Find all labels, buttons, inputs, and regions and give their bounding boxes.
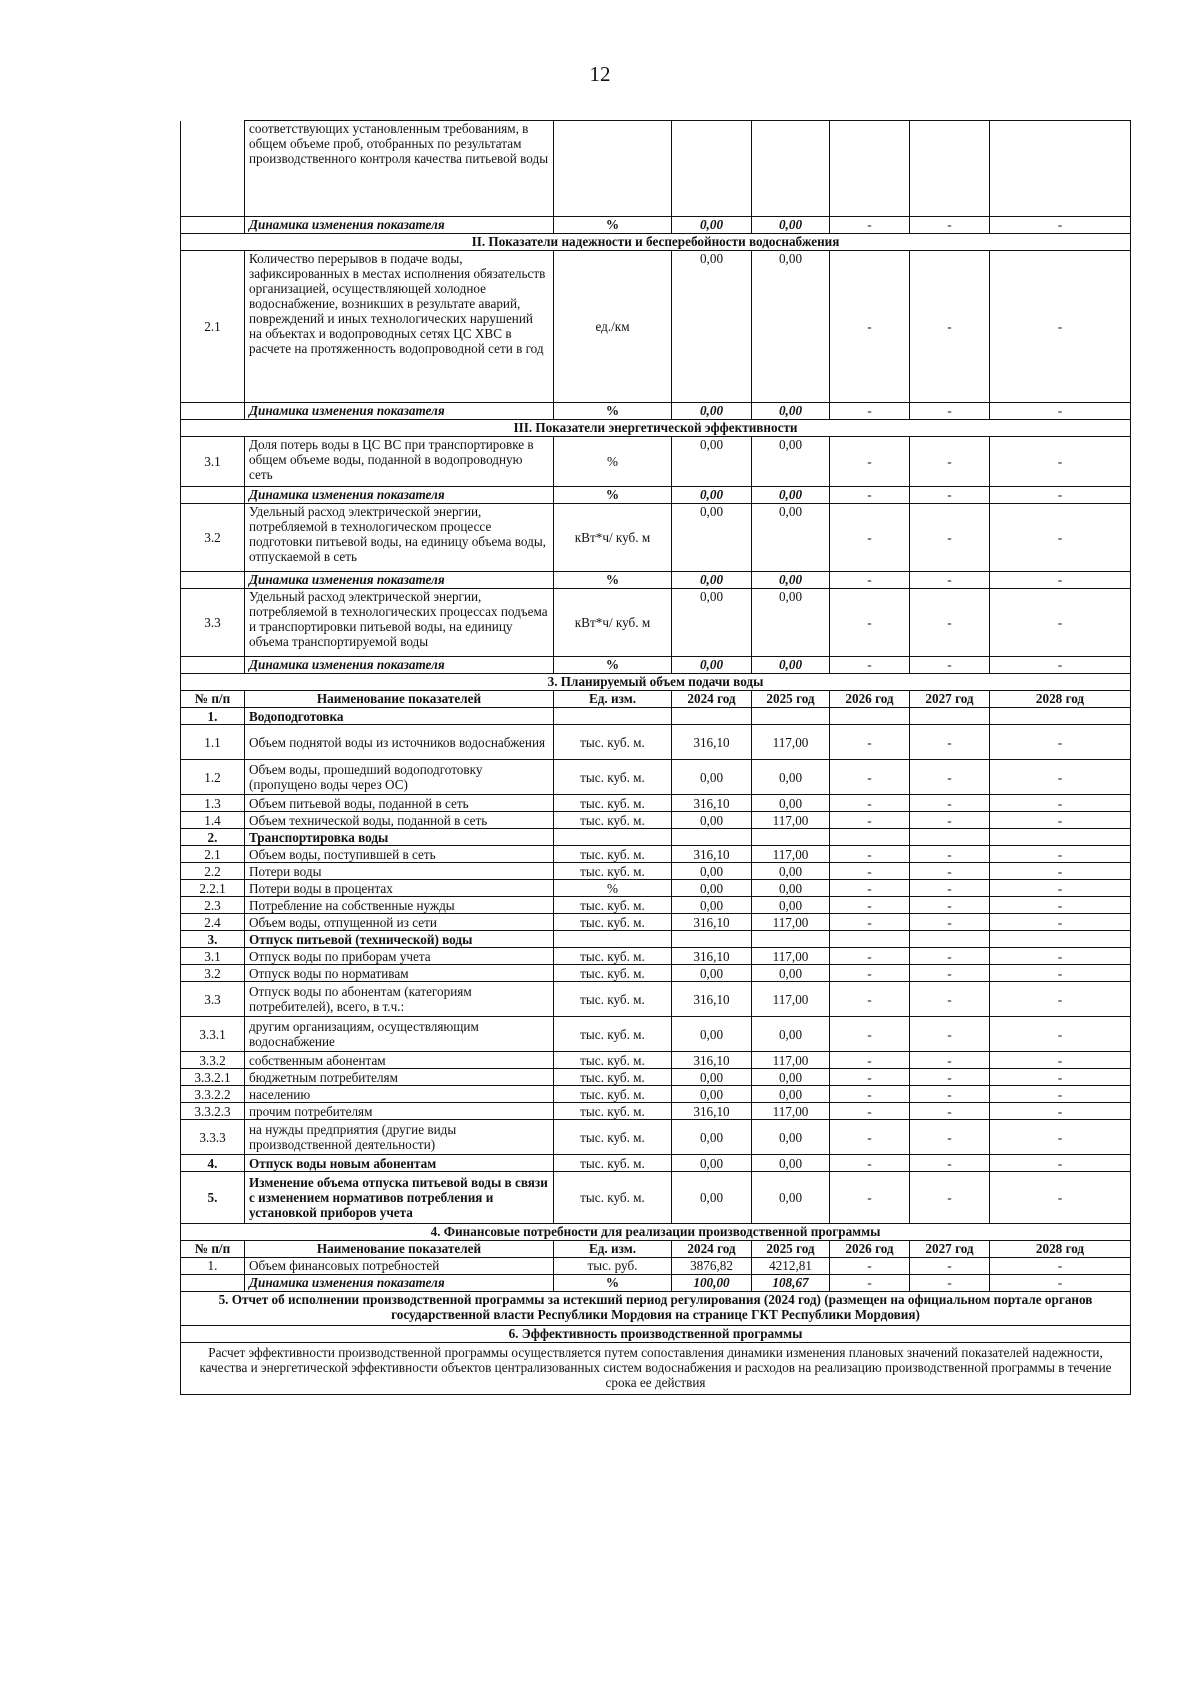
- section-heading: 6. Эффективность производственной программы: [181, 1326, 1131, 1343]
- value-2026: -: [830, 1086, 910, 1103]
- row-name: населению: [245, 1086, 554, 1103]
- row-name: Объем поднятой воды из источников водоснабжения: [245, 725, 554, 760]
- group-heading-row: [181, 708, 1131, 725]
- value-2024: 316,10: [672, 725, 752, 760]
- production-program-table: [180, 120, 1131, 1395]
- value-2028: -: [990, 1103, 1131, 1120]
- value-2025: 0,00: [752, 795, 830, 812]
- row-number: 1.: [181, 708, 245, 725]
- value-2028: -: [990, 982, 1131, 1017]
- value-2027: -: [910, 948, 990, 965]
- row-number: 2.1: [181, 846, 245, 863]
- column-header: 2027 год: [910, 1241, 990, 1258]
- row-name: Потери воды: [245, 863, 554, 880]
- value-2025: 117,00: [752, 812, 830, 829]
- value-2026: -: [830, 1172, 910, 1224]
- value-2026: -: [830, 795, 910, 812]
- table-row: [181, 1069, 1131, 1086]
- column-header: Наименование показателей: [245, 1241, 554, 1258]
- value-2024: 0,00: [672, 812, 752, 829]
- indicator-name: соответствующих установленным требованиям, в общем объеме проб, отобранных по результатам производственного контроля качества питьевой воды: [245, 121, 554, 217]
- value-2025: 0,00: [752, 1172, 830, 1224]
- row-name: Потери воды в процентах: [245, 880, 554, 897]
- table-row: [181, 1155, 1131, 1172]
- value-2026: -: [830, 760, 910, 795]
- value-2027: -: [910, 1017, 990, 1052]
- row-number: 1.4: [181, 812, 245, 829]
- quality-row-tail: [181, 121, 1131, 217]
- table-row: [181, 846, 1131, 863]
- value-2024: 0,00: [672, 1120, 752, 1155]
- value-2027: -: [910, 1069, 990, 1086]
- value-2026: -: [830, 897, 910, 914]
- row-number: 4.: [181, 1155, 245, 1172]
- row-number: 1.2: [181, 760, 245, 795]
- row-unit: тыс. куб. м.: [554, 725, 672, 760]
- table-row: [181, 1086, 1131, 1103]
- value-2024: 316,10: [672, 1103, 752, 1120]
- dynamics-row: Динамика изменения показателя % 0,00 0,00 - - -: [181, 572, 1131, 589]
- value-2024: 316,10: [672, 948, 752, 965]
- efficiency-note: Расчет эффективности производственной программы осуществляется путем сопоставления динамики изменения плановых значений показателей надежности, качества и энергетической эффективности объектов централизованных систем водоснабжения и расходов на реализацию производственной программы в течение срока ее действия: [181, 1343, 1131, 1395]
- volume-rows: [181, 708, 1131, 1224]
- value-2026: -: [830, 863, 910, 880]
- value-2028: -: [990, 1172, 1131, 1224]
- row-unit: тыс. куб. м.: [554, 846, 672, 863]
- row-name: другим организациям, осуществляющим водоснабжение: [245, 1017, 554, 1052]
- column-header: Ед. изм.: [554, 691, 672, 708]
- column-header: 2026 год: [830, 691, 910, 708]
- row-name: Объем технической воды, поданной в сеть: [245, 812, 554, 829]
- page-number: 12: [589, 62, 611, 86]
- value-2024: 316,10: [672, 795, 752, 812]
- row-number-cell: [181, 121, 245, 217]
- row-unit: тыс. куб. м.: [554, 1086, 672, 1103]
- value-2026: -: [830, 846, 910, 863]
- table-row: 1. Объем финансовых потребностей тыс. руб. 3876,82 4212,81 - - -: [181, 1258, 1131, 1275]
- column-header: № п/п: [181, 691, 245, 708]
- value-2026: -: [830, 1120, 910, 1155]
- value-2024: 316,10: [672, 914, 752, 931]
- row-number: 2.2.1: [181, 880, 245, 897]
- table-row: [181, 795, 1131, 812]
- value-2026: -: [830, 1155, 910, 1172]
- table-row: [181, 982, 1131, 1017]
- value-2025: 117,00: [752, 846, 830, 863]
- column-header: 2024 год: [672, 1241, 752, 1258]
- row-unit: тыс. куб. м.: [554, 1120, 672, 1155]
- section-heading: II. Показатели надежности и бесперебойности водоснабжения: [181, 234, 1131, 251]
- row-unit: тыс. куб. м.: [554, 812, 672, 829]
- row-name: Отпуск воды новым абонентам: [245, 1155, 554, 1172]
- value-2028: -: [990, 880, 1131, 897]
- section-heading: 4. Финансовые потребности для реализации производственной программы: [181, 1224, 1131, 1241]
- value-2026: -: [830, 1052, 910, 1069]
- value-2025: 117,00: [752, 948, 830, 965]
- row-number: 1.1: [181, 725, 245, 760]
- value-2028: -: [990, 965, 1131, 982]
- value-2024: 0,00: [672, 1155, 752, 1172]
- value-2025: 117,00: [752, 914, 830, 931]
- row-name: прочим потребителям: [245, 1103, 554, 1120]
- report-heading: 5. Отчет об исполнении производственной программы за истекший период регулирования (2024 год) (размещен на официальном портале органов государственной власти Республики Мордовия на странице ГКТ Республики Мордовия): [181, 1292, 1131, 1326]
- row-unit: %: [554, 880, 672, 897]
- table-row: [181, 897, 1131, 914]
- value-2027: -: [910, 1155, 990, 1172]
- row-number: 3.3.2.2: [181, 1086, 245, 1103]
- value-2025: 0,00: [752, 1086, 830, 1103]
- row-name: на нужды предприятия (другие виды производственной деятельности): [245, 1120, 554, 1155]
- row-name: Отпуск воды по абонентам (категориям потребителей), всего, в т.ч.:: [245, 982, 554, 1017]
- section-heading: 3. Планируемый объем подачи воды: [181, 674, 1131, 691]
- value-2025: 117,00: [752, 1052, 830, 1069]
- group-heading-row: [181, 931, 1131, 948]
- row-name: Транспортировка воды: [245, 829, 554, 846]
- indicator-row: 3.1 Доля потерь воды в ЦС ВС при транспортировке в общем объеме воды, поданной в водопроводную сеть % 0,00 0,00 - - -: [181, 437, 1131, 487]
- value-2026: -: [830, 982, 910, 1017]
- value-2028: -: [990, 948, 1131, 965]
- row-unit: тыс. куб. м.: [554, 1155, 672, 1172]
- value-2027: -: [910, 725, 990, 760]
- row-name: Отпуск воды по нормативам: [245, 965, 554, 982]
- value-2027: -: [910, 863, 990, 880]
- row-name: Объем воды, поступившей в сеть: [245, 846, 554, 863]
- value-2025: 0,00: [752, 965, 830, 982]
- row-name: Объем воды, отпущенной из сети: [245, 914, 554, 931]
- row-number: 2.4: [181, 914, 245, 931]
- value-2027: -: [910, 795, 990, 812]
- row-unit: тыс. куб. м.: [554, 760, 672, 795]
- column-header: Ед. изм.: [554, 1241, 672, 1258]
- value-2027: -: [910, 982, 990, 1017]
- value-2028: -: [990, 812, 1131, 829]
- table-row: [181, 914, 1131, 931]
- group-heading-row: [181, 829, 1131, 846]
- value-2027: -: [910, 1172, 990, 1224]
- row-name: Потребление на собственные нужды: [245, 897, 554, 914]
- column-header: 2025 год: [752, 691, 830, 708]
- table-row: [181, 1052, 1131, 1069]
- value-2027: -: [910, 914, 990, 931]
- row-name: собственным абонентам: [245, 1052, 554, 1069]
- row-unit: тыс. куб. м.: [554, 982, 672, 1017]
- column-headers: [181, 1241, 1131, 1258]
- column-header: Наименование показателей: [245, 691, 554, 708]
- value-2028: -: [990, 1086, 1131, 1103]
- value-2024: 0,00: [672, 1086, 752, 1103]
- indicator-row: 2.1 Количество перерывов в подаче воды, зафиксированных в местах исполнения обязательств организацией, осуществляющей холодное водоснабжение, возникших в результате аварий, повреждений и иных технологических нарушений на объектах и водопроводных сетях ЦС ХВС в расчете на протяженность водопроводной сети в год ед./км 0,00 0,00 - - -: [181, 251, 1131, 403]
- value-2028: -: [990, 725, 1131, 760]
- row-name: Отпуск воды по приборам учета: [245, 948, 554, 965]
- row-unit: тыс. куб. м.: [554, 795, 672, 812]
- value-2028: -: [990, 914, 1131, 931]
- value-2026: -: [830, 1017, 910, 1052]
- value-2026: -: [830, 725, 910, 760]
- row-unit: тыс. куб. м.: [554, 1069, 672, 1086]
- column-header: 2027 год: [910, 691, 990, 708]
- column-header: 2028 год: [990, 691, 1131, 708]
- value-2024: 0,00: [672, 1172, 752, 1224]
- row-unit: тыс. куб. м.: [554, 863, 672, 880]
- row-unit: тыс. куб. м.: [554, 1017, 672, 1052]
- column-header: 2028 год: [990, 1241, 1131, 1258]
- row-name: бюджетным потребителям: [245, 1069, 554, 1086]
- value-2024: 0,00: [672, 1017, 752, 1052]
- dynamics-label: Динамика изменения показателя: [245, 217, 554, 234]
- table-row: [181, 760, 1131, 795]
- column-headers: [181, 691, 1131, 708]
- row-name: Водоподготовка: [245, 708, 554, 725]
- value-2028: -: [990, 897, 1131, 914]
- dynamics-row: Динамика изменения показателя % 0,00 0,00 - - -: [181, 487, 1131, 504]
- value-2024: 0,00: [672, 965, 752, 982]
- value-2028: -: [990, 1120, 1131, 1155]
- value-2026: -: [830, 812, 910, 829]
- table-row: [181, 948, 1131, 965]
- value-2025: 0,00: [752, 1155, 830, 1172]
- table-row: [181, 863, 1131, 880]
- row-number: 3.3.1: [181, 1017, 245, 1052]
- value-2025: 0,00: [752, 1120, 830, 1155]
- column-header: 2024 год: [672, 691, 752, 708]
- row-number: 3.3.3: [181, 1120, 245, 1155]
- value-2028: -: [990, 846, 1131, 863]
- row-number: 1.3: [181, 795, 245, 812]
- indicator-row: 3.2 Удельный расход электрической энергии, потребляемой в технологическом процессе подготовки питьевой воды, на единицу объема воды, отпускаемой в сеть кВт*ч/ куб. м 0,00 0,00 - - -: [181, 504, 1131, 572]
- value-2024: 316,10: [672, 1052, 752, 1069]
- row-unit: тыс. куб. м.: [554, 948, 672, 965]
- value-2024: 0,00: [672, 1069, 752, 1086]
- value-2028: -: [990, 760, 1131, 795]
- value-2025: 0,00: [752, 863, 830, 880]
- table-row: [181, 725, 1131, 760]
- value-2026: -: [830, 1069, 910, 1086]
- value-2025: 0,00: [752, 1017, 830, 1052]
- value-2027: -: [910, 1086, 990, 1103]
- row-name: Изменение объема отпуска питьевой воды в связи с изменением нормативов потребления и установкой приборов учета: [245, 1172, 554, 1224]
- value-2024: 0,00: [672, 880, 752, 897]
- column-header: 2025 год: [752, 1241, 830, 1258]
- value-2024: 0,00: [672, 760, 752, 795]
- value-2028: -: [990, 1155, 1131, 1172]
- dynamics-row: Динамика изменения показателя % 0,00 0,00 - - -: [181, 403, 1131, 420]
- row-number: 2.: [181, 829, 245, 846]
- table-row: [181, 880, 1131, 897]
- value-2024: 316,10: [672, 982, 752, 1017]
- value-2028: -: [990, 1017, 1131, 1052]
- row-number: 2.3: [181, 897, 245, 914]
- table-row: [181, 812, 1131, 829]
- value-2027: -: [910, 1052, 990, 1069]
- value-2027: -: [910, 812, 990, 829]
- value-2028: -: [990, 863, 1131, 880]
- value-2025: 117,00: [752, 725, 830, 760]
- row-number: 3.3.2.3: [181, 1103, 245, 1120]
- row-number: 3.2: [181, 965, 245, 982]
- row-unit: тыс. куб. м.: [554, 1103, 672, 1120]
- value-2025: 117,00: [752, 1103, 830, 1120]
- value-2025: 0,00: [752, 1069, 830, 1086]
- value-2026: -: [830, 914, 910, 931]
- value-2027: -: [910, 1120, 990, 1155]
- table-row: [181, 1120, 1131, 1155]
- row-number: 5.: [181, 1172, 245, 1224]
- row-number: 3.1: [181, 948, 245, 965]
- table-row: [181, 1017, 1131, 1052]
- row-name: Объем питьевой воды, поданной в сеть: [245, 795, 554, 812]
- value-2028: -: [990, 795, 1131, 812]
- value-2025: 0,00: [752, 880, 830, 897]
- section-heading: III. Показатели энергетической эффективности: [181, 420, 1131, 437]
- indicator-row: 3.3 Удельный расход электрической энергии, потребляемой в технологических процессах подъема и транспортировки питьевой воды, на единицу объема транспортируемой воды кВт*ч/ куб. м 0,00 0,00 - - -: [181, 589, 1131, 657]
- dynamics-row: Динамика изменения показателя % 100,00 108,67 - - -: [181, 1275, 1131, 1292]
- value-2027: -: [910, 846, 990, 863]
- row-number: 3.3.2.1: [181, 1069, 245, 1086]
- table-row: [181, 1172, 1131, 1224]
- row-unit: тыс. куб. м.: [554, 897, 672, 914]
- row-unit: тыс. куб. м.: [554, 1052, 672, 1069]
- value-2024: 0,00: [672, 897, 752, 914]
- value-2028: -: [990, 1069, 1131, 1086]
- column-header: 2026 год: [830, 1241, 910, 1258]
- value-2025: 117,00: [752, 982, 830, 1017]
- value-2026: -: [830, 880, 910, 897]
- value-2027: -: [910, 897, 990, 914]
- program-table-wrapper: [180, 120, 1130, 1395]
- row-number: 3.: [181, 931, 245, 948]
- value-2027: -: [910, 760, 990, 795]
- value-2026: -: [830, 965, 910, 982]
- row-name: Отпуск питьевой (технической) воды: [245, 931, 554, 948]
- value-2027: -: [910, 965, 990, 982]
- row-number: 3.3: [181, 982, 245, 1017]
- row-number: 2.2: [181, 863, 245, 880]
- value-2025: 0,00: [752, 760, 830, 795]
- value-2024: 0,00: [672, 863, 752, 880]
- value-2027: -: [910, 1103, 990, 1120]
- row-name: Объем воды, прошедший водоподготовку (пропущено воды через ОС): [245, 760, 554, 795]
- row-unit: тыс. куб. м.: [554, 914, 672, 931]
- value-2027: -: [910, 880, 990, 897]
- value-2025: 0,00: [752, 897, 830, 914]
- table-row: [181, 1103, 1131, 1120]
- row-number: 3.3.2: [181, 1052, 245, 1069]
- value-2026: -: [830, 1103, 910, 1120]
- table-row: [181, 965, 1131, 982]
- value-2026: -: [830, 948, 910, 965]
- dynamics-row: Динамика изменения показателя % 0,00 0,00 - - -: [181, 657, 1131, 674]
- row-unit: тыс. куб. м.: [554, 965, 672, 982]
- row-unit: тыс. куб. м.: [554, 1172, 672, 1224]
- value-2028: -: [990, 1052, 1131, 1069]
- column-header: № п/п: [181, 1241, 245, 1258]
- value-2024: 316,10: [672, 846, 752, 863]
- dynamics-row: Динамика изменения показателя % 0,00 0,00 - - -: [181, 217, 1131, 234]
